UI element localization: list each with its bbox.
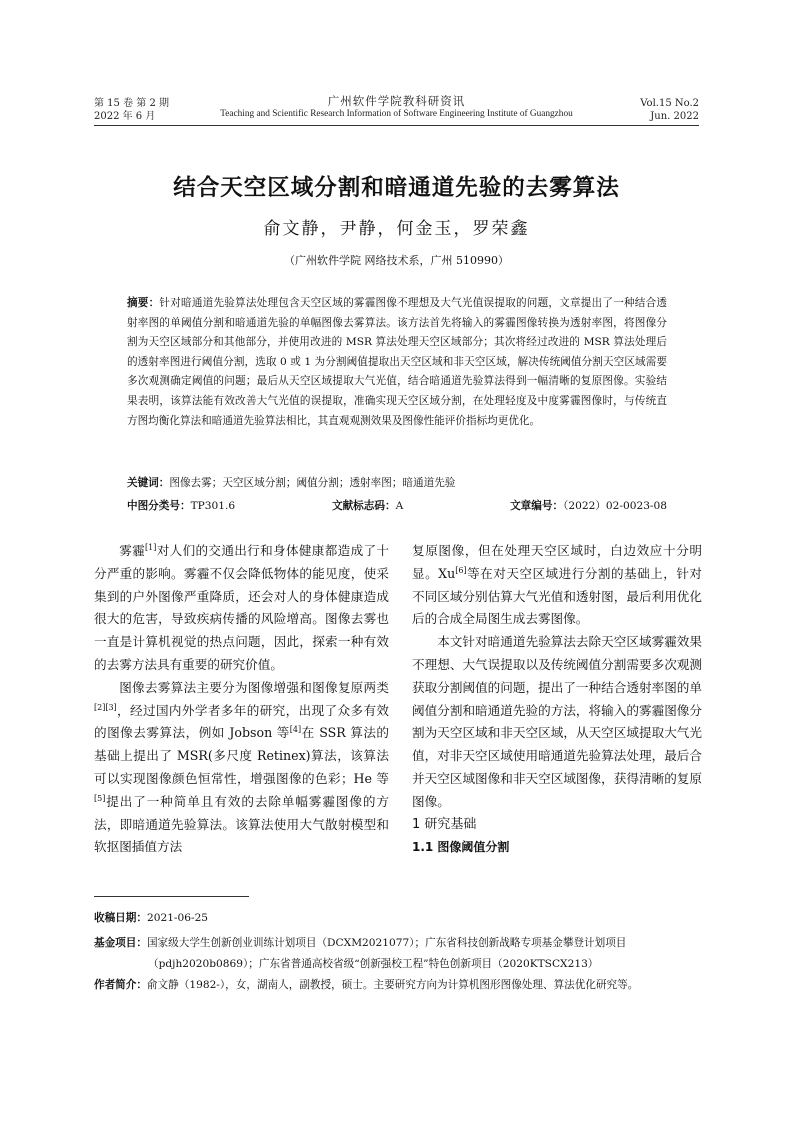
text-run: ，经过国内外学者多年的研究，出现了众多有效的图像去雾算法，例如 Jobson 等 <box>94 702 389 741</box>
received-value: 2021-06-25 <box>146 912 209 924</box>
abstract-text: 针对暗通道先验算法处理包含天空区域的雾霾图像不理想及大气光值误提取的问题，文章提出了一种结合透射率图的单阈值分割和暗通道先验的单幅图像去雾算法。该方法首先将输入的雾霾图像转换为透射率图，将图像分割为天空区域部分和其他部分，并使用改进的 MSR 算法处理天空区域部分；其次将经过改进的 MSR 算法处理后的透射率图进行阈值分割，选取 0 或 1 为分割阈值提取出天空区域和非天空区域，解决传统阈值分割天空区域需要多次观测确定阈值的问题；最后从天空区域提取大气光值，结合暗通道先验算法得到一幅清晰的复原图像。实验结果表明，该算法能有效改善大气光值的误提取，准确实现天空区域分割，在处理轻度及中度雾霾图像时，与传统直方图均衡化算法和暗通道先验算法相比，其直观观测效果及图像性能评价指标均更优化。 <box>127 297 668 427</box>
paper-title: 结合天空区域分割和暗通道先验的去雾算法 <box>173 175 620 201</box>
paragraph <box>94 677 389 859</box>
header-volume-cn <box>94 97 169 123</box>
author-value: 俞文静（1982-），女，湖南人，副教授，硕士。主要研究方向为计算机图形图像处理、算法优化研究等。 <box>146 979 639 991</box>
citation-ref[interactable]: [1] <box>145 542 157 552</box>
body-column-left <box>94 540 389 859</box>
text-run: 等在对天空区域进行分割的基础上，针对不同区域分别估算大气光值和透射图，最后利用优化后的合成全局图生成去雾图像。 <box>412 565 703 627</box>
text-run: 在 SSR 算法的基础上提出了 MSR(多尺度 Retinex)算法，该算法可以实现图像颜色恒常性，增强图像的色彩；He 等 <box>94 725 389 786</box>
citation-ref[interactable]: [4] <box>289 725 302 735</box>
journal-name-en: Teaching and Scientific Research Information of Software Engineering Institute of Guangzhou <box>220 109 573 119</box>
journal-name-cn: 广州软件学院教科研资讯 <box>327 94 466 108</box>
text-run: 复原图像，但在处理天空区域时，白边效应十分明显。Xu <box>412 543 702 581</box>
clc-number <box>127 497 235 516</box>
body-column-right <box>412 540 702 859</box>
fund-label: 基金项目： <box>94 937 147 949</box>
article-value: （2022）02-0023-08 <box>563 500 667 512</box>
paragraph <box>94 540 389 677</box>
volume-issue-cn: 第 15 卷 第 2 期 <box>94 98 169 109</box>
clc-label: 中图分类号： <box>127 500 191 512</box>
doc-code <box>332 497 403 516</box>
abstract-label: 摘要： <box>127 297 160 309</box>
citation-ref[interactable]: [5] <box>94 793 106 803</box>
header-journal <box>180 95 613 121</box>
article-label: 文章编号： <box>510 500 564 512</box>
abstract <box>127 294 667 431</box>
paragraph <box>412 540 702 631</box>
footnote-fund <box>94 933 704 954</box>
doc-value: A <box>395 500 404 512</box>
header-rule <box>94 125 699 126</box>
text-run: 雾霾 <box>119 543 146 558</box>
header-volume-en <box>640 97 699 123</box>
citation-ref[interactable]: [2][3] <box>94 702 117 712</box>
footnote-author <box>94 975 704 996</box>
citation-ref[interactable]: [6] <box>455 565 467 575</box>
keywords-label: 关键词： <box>127 477 170 489</box>
author-label: 作者简介： <box>94 979 147 991</box>
footnote-received <box>94 908 704 929</box>
subsection-heading: 1.1 图像阈值分割 <box>412 840 510 855</box>
text-run: 图像去雾算法主要分为图像增强和图像复原两类 <box>119 679 389 695</box>
clc-value: TP301.6 <box>190 500 236 512</box>
paragraph: 本文针对暗通道先验算法去除天空区域雾霾效果不理想、大气误提取以及传统阈值分割需要多次观测获取分割阈值的问题，提出了一种结合透射率图的单阈值分割和暗通道先验的方法，将输入的雾霾图像分割为天空区域和非天空区域，从天空区域提取大气光值，对非天空区域使用暗通道先验算法处理，最后合并天空区域图像和非天空区域图像，获得清晰的复原图像。 <box>412 634 702 809</box>
article-number <box>510 497 667 516</box>
footnote-fund-continued: （pdjh2020b0869）；广东省普通高校省级“创新强校工程”特色创新项目（2020KTSCX213） <box>148 958 599 970</box>
doc-label: 文献标志码： <box>332 500 396 512</box>
keywords <box>127 474 687 493</box>
section-heading: 1 研究基础 <box>412 816 477 832</box>
publish-date-en: Jun. 2022 <box>650 111 699 122</box>
fund-value: 国家级大学生创新创业训练计划项目（DCXM2021077）；广东省科技创新战略专项基金攀登计划项目 <box>146 937 627 949</box>
paper-authors: 俞文静，尹静，何金玉，罗荣鑫 <box>263 219 530 239</box>
author-affiliation: （广州软件学院 网络技术系，广州 510990） <box>284 254 509 267</box>
text-run: 提出了一种简单且有效的去除单幅雾霾图像的方法，即暗通道先验算法。该算法使用大气散射模型和软抠图插值方法 <box>94 793 389 855</box>
volume-issue-en: Vol.15 No.2 <box>640 98 699 109</box>
received-label: 收稿日期： <box>94 912 147 924</box>
text-run: 对人们的交通出行和身体健康都造成了十分严重的影响。雾霾不仅会降低物体的能见度，使采集到的户外图像严重降质，还会对人的身体健康造成很大的危害，导致疾病传播的风险增高。图像去雾也一直是计算机视觉的热点问题，因此，探索一种有效的去雾方法具有重要的研究价值。 <box>94 543 390 672</box>
publish-date-cn: 2022 年 6 月 <box>94 111 156 122</box>
footnote-rule <box>94 896 249 897</box>
keywords-text: 图像去雾；天空区域分割；阈值分割；透射率图；暗通道先验 <box>169 477 456 489</box>
